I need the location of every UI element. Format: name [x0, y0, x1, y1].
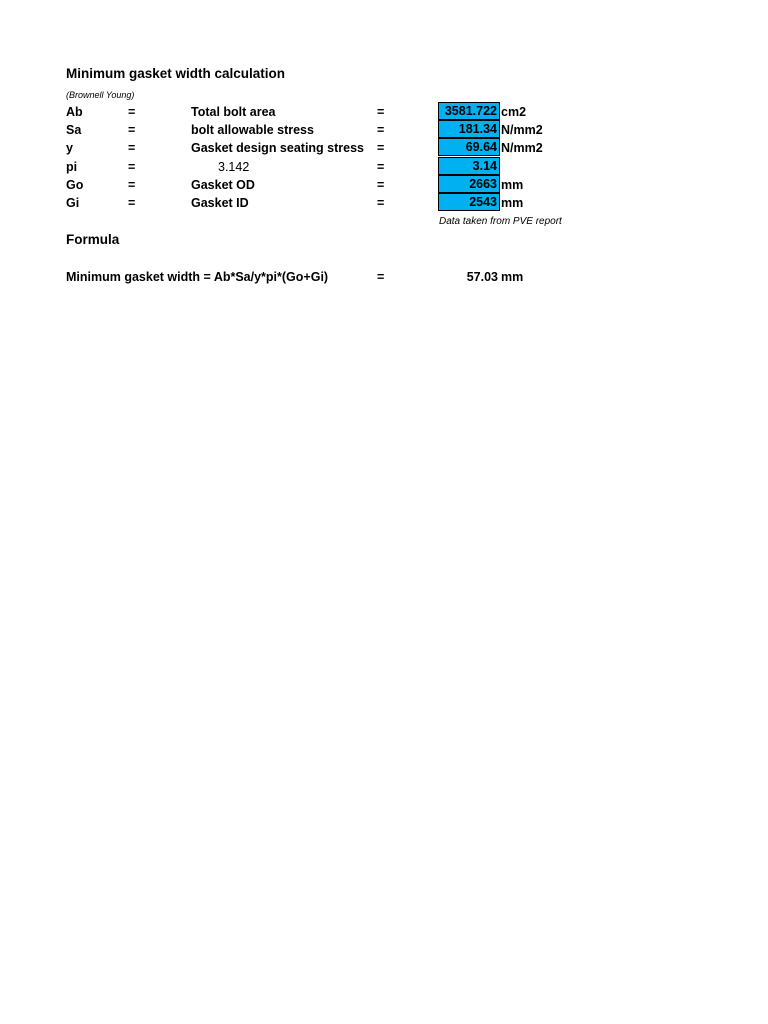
equals-cell[interactable]: = — [128, 123, 136, 137]
unit-cell[interactable]: mm — [501, 270, 524, 284]
description-cell[interactable]: Gasket design seating stress — [191, 141, 364, 155]
source-reference: (Brownell Young) — [66, 90, 135, 100]
pi-constant-cell[interactable]: 3.142 — [218, 160, 250, 174]
value-input-cell[interactable]: 3.14 — [438, 157, 500, 175]
value-input-cell[interactable]: 3581.722 — [438, 102, 500, 120]
equals-cell[interactable]: = — [377, 160, 385, 174]
equals-cell[interactable]: = — [128, 196, 136, 210]
equals-cell[interactable]: = — [128, 160, 136, 174]
equals-cell[interactable]: = — [377, 105, 385, 119]
description-cell[interactable]: Gasket OD — [191, 178, 255, 192]
symbol-cell[interactable]: Go — [66, 178, 84, 192]
equals-cell[interactable]: = — [128, 178, 136, 192]
symbol-cell[interactable]: Sa — [66, 123, 82, 137]
unit-cell[interactable]: mm — [501, 196, 524, 210]
sheet-title: Minimum gasket width calculation — [66, 66, 286, 81]
equals-cell[interactable]: = — [377, 178, 385, 192]
formula-result-cell[interactable]: 57.03 — [466, 270, 498, 284]
value-input-cell[interactable]: 2543 — [438, 193, 500, 211]
symbol-cell[interactable]: Ab — [66, 105, 83, 119]
data-source-note: Data taken from PVE report — [439, 216, 562, 227]
equals-cell[interactable]: = — [377, 123, 385, 137]
unit-cell[interactable]: N/mm2 — [501, 141, 543, 155]
unit-cell[interactable]: cm2 — [501, 105, 527, 119]
description-cell[interactable]: Gasket ID — [191, 196, 249, 210]
value-input-cell[interactable]: 2663 — [438, 175, 500, 193]
formula-expression-cell[interactable]: Minimum gasket width = Ab*Sa/y*pi*(Go+Gi) — [66, 270, 329, 284]
description-cell[interactable]: Total bolt area — [191, 105, 276, 119]
symbol-cell[interactable]: Gi — [66, 196, 80, 210]
equals-cell[interactable]: = — [377, 270, 385, 284]
equals-cell[interactable]: = — [377, 196, 385, 210]
equals-cell[interactable]: = — [128, 105, 136, 119]
description-cell[interactable]: bolt allowable stress — [191, 123, 314, 137]
equals-cell[interactable]: = — [128, 141, 136, 155]
value-input-cell[interactable]: 69.64 — [438, 138, 500, 156]
formula-heading: Formula — [66, 232, 120, 247]
unit-cell[interactable]: N/mm2 — [501, 123, 543, 137]
symbol-cell[interactable]: y — [66, 141, 73, 155]
unit-cell[interactable]: mm — [501, 178, 524, 192]
symbol-cell[interactable]: pi — [66, 160, 78, 174]
equals-cell[interactable]: = — [377, 141, 385, 155]
value-input-cell[interactable]: 181.34 — [438, 120, 500, 138]
